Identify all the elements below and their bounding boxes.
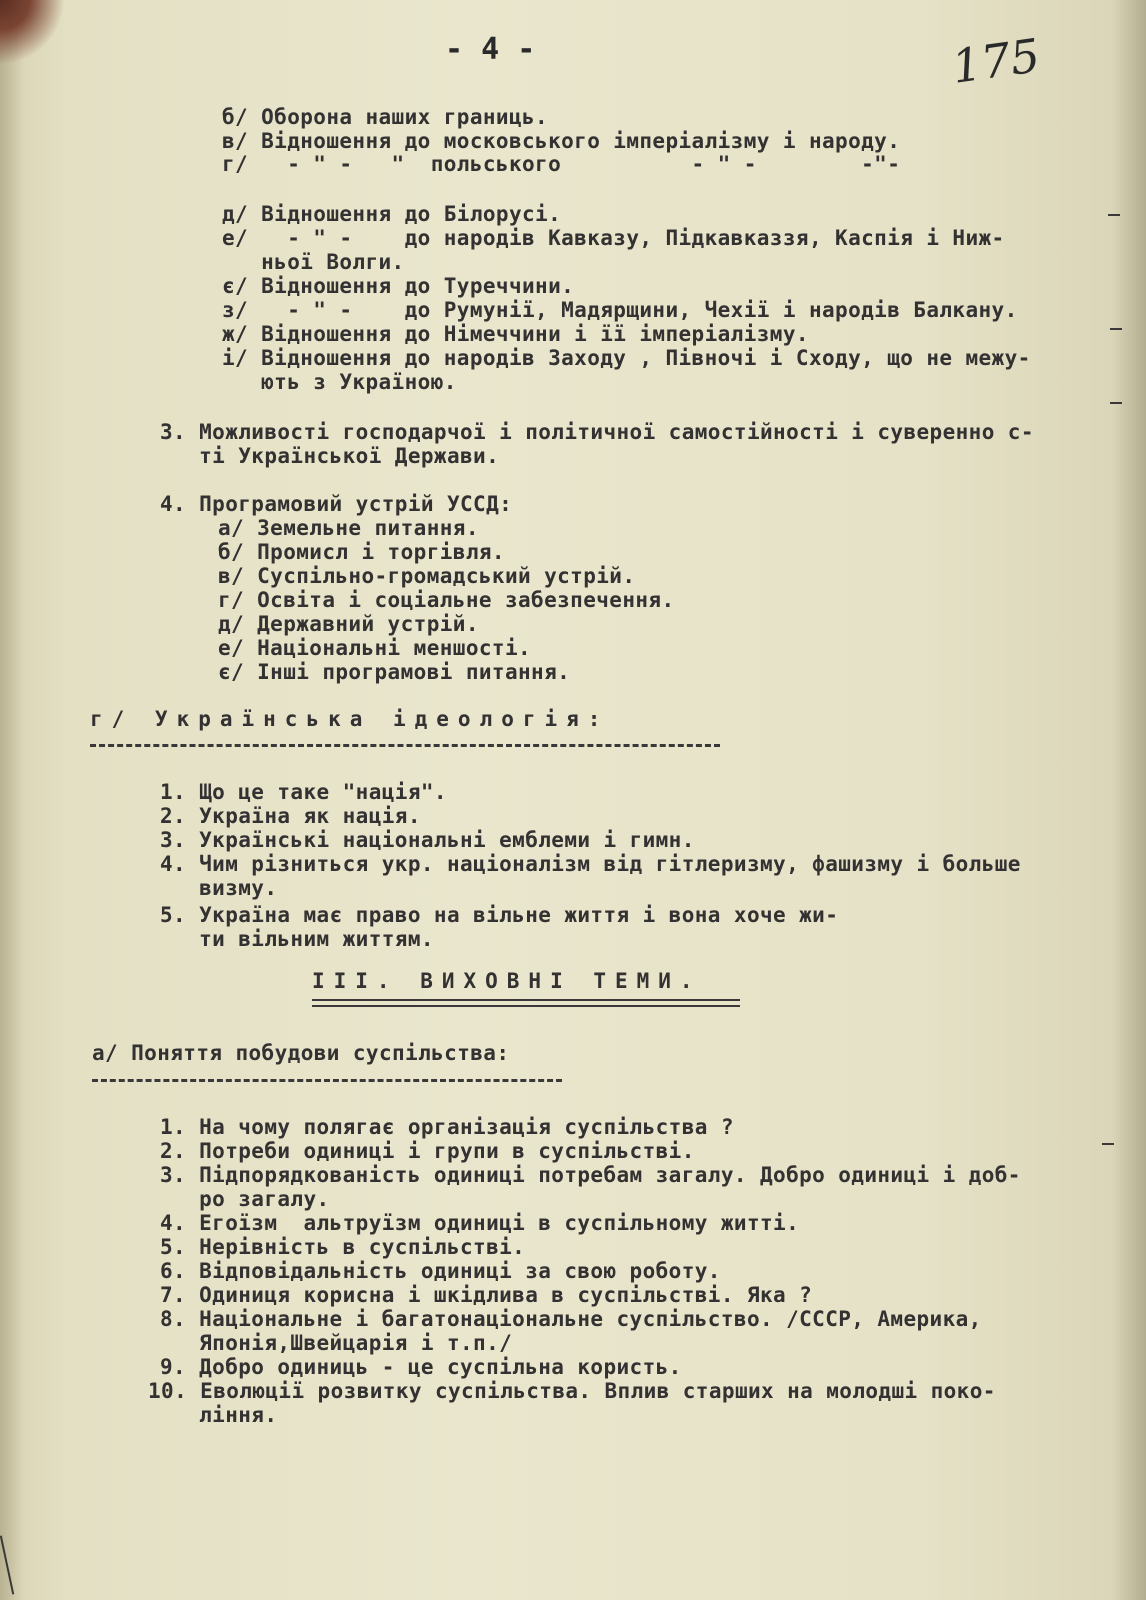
page-left-shadow [0,0,24,1600]
list-item: 3. Українські національні емблеми і гимн. [160,828,695,852]
list-item: з/ - " - до Румунії, Мадярщини, Чехії і народів Балкану. [222,298,1018,322]
page-number: - 4 - [445,32,536,67]
list-item: 10. Еволюції розвитку суспільства. Вплив старших на молодші поко- [148,1379,996,1403]
list-item: 8. Національне і багатонаціональне суспільство. /СССР, Америка, [160,1307,982,1331]
list-item: ті Української Держави. [160,444,500,468]
list-item: г/ Освіта і соціальне забезпечення. [218,588,675,612]
list-item: визму. [160,876,278,900]
page-right-shadow [1112,0,1146,1600]
list-item: е/ - " - до народів Кавказу, Підкавказзя, Каспія і Ниж- [222,226,1005,250]
section-heading: а/ Поняття побудови суспільства: [92,1041,510,1065]
list-item: 3. Можливості господарчої і політичної самостійності і суверенно с- [160,420,1034,444]
list-item: б/ Оборона наших границь. [222,105,549,129]
margin-mark [1102,1143,1114,1145]
double-underline [312,1005,740,1007]
list-item: 2. Потреби одиниці і групи в суспільстві. [160,1139,695,1163]
margin-mark [1110,328,1122,330]
list-item: 2. Україна як нація. [160,804,421,828]
list-item: 1. Що це таке "нація". [160,780,447,804]
list-item: Японія,Швейцарія і т.п./ [160,1331,513,1355]
list-heading: 4. Програмовий устрій УССД: [160,492,513,516]
list-item: ють з Україною. [222,370,457,394]
list-item: 3. Підпорядкованість одиниці потребам загалу. Добро одиниці і доб- [160,1163,1021,1187]
dashed-underline [92,1079,562,1082]
page-corner-stain [0,0,70,70]
list-item: ти вільним життям. [160,927,434,951]
list-item: 5. Нерівність в суспільстві. [160,1235,526,1259]
list-item: є/ Відношення до Туреччини. [222,274,575,298]
list-item: г/ - " - " польського - " - -"- [222,152,901,176]
list-item: ньої Волги. [222,250,405,274]
margin-mark [1110,402,1122,404]
list-item: 4. Егоїзм альтруїзм одиниці в суспільному житті. [160,1211,800,1235]
list-item: 9. Добро одиниць - це суспільна користь. [160,1355,682,1379]
list-item: ро загалу. [160,1187,330,1211]
list-item: д/ Державний устрій. [218,612,479,636]
list-item: д/ Відношення до Білорусі. [222,202,562,226]
list-item: є/ Інші програмові питання. [218,660,571,684]
list-item: 4. Чим різниться укр. націоналізм від гітлеризму, фашизму і больше [160,852,1021,876]
list-item: а/ Земельне питання. [218,516,479,540]
section-heading: г/ Українська ідеологія: [90,707,610,731]
list-item: 1. На чому полягає організація суспільства ? [160,1115,734,1139]
dashed-underline [90,744,720,747]
list-item: і/ Відношення до народів Заходу , Півночі і Сходу, що не межу- [222,346,1031,370]
list-item: б/ Промисл і торгівля. [218,540,505,564]
list-item: 6. Відповідальність одиниці за свою роботу. [160,1259,721,1283]
double-underline [312,999,740,1001]
handwritten-folio: 175 [948,28,1044,94]
list-item: ж/ Відношення до Німеччини і її імперіалізму. [222,322,809,346]
section-heading: III. ВИХОВНІ ТЕМИ. [312,969,702,993]
list-item: 7. Одиниця корисна і шкідлива в суспільстві. Яка ? [160,1283,813,1307]
list-item: 5. Україна має право на вільне життя і вона хоче жи- [160,903,839,927]
list-item: е/ Національні меншості. [218,636,532,660]
list-item: ління. [160,1403,278,1427]
list-item: в/ Суспільно-громадський устрій. [218,564,636,588]
margin-mark [1108,214,1120,216]
list-item: в/ Відношення до московського імперіалізму і народу. [222,129,901,153]
